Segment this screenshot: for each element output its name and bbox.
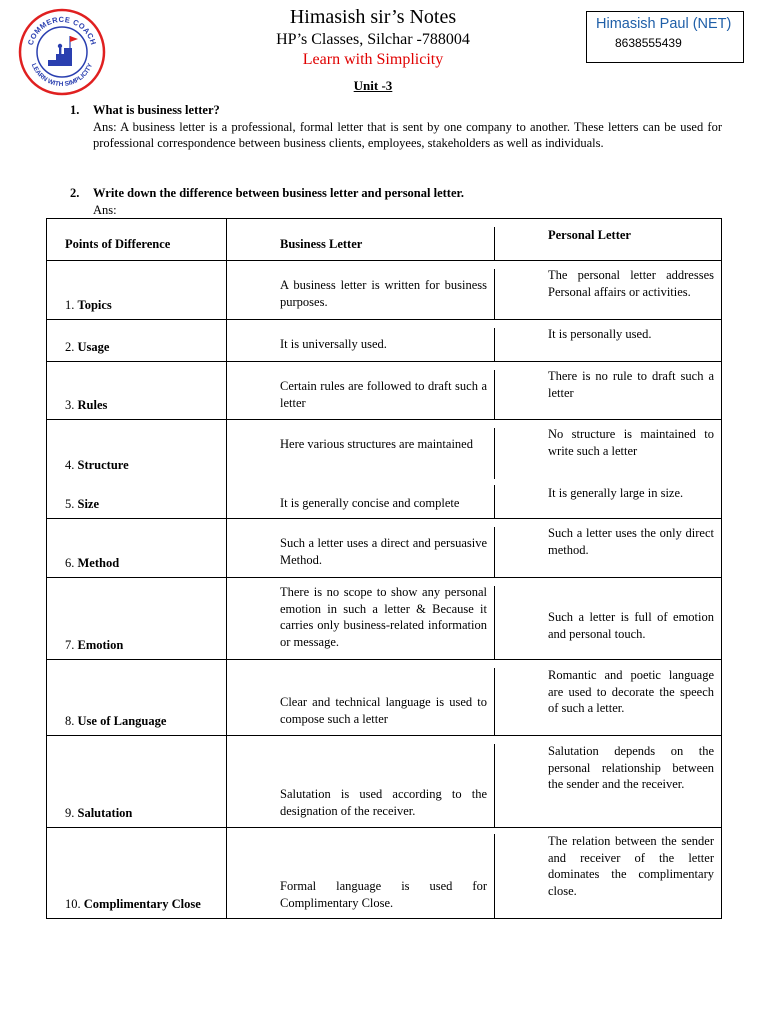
table-row xyxy=(47,828,721,918)
row-point-label: Method xyxy=(77,555,120,570)
row-point-label: Usage xyxy=(77,339,110,354)
table-row xyxy=(47,519,721,578)
row-point-label: Complimentary Close xyxy=(83,896,201,911)
row-business: Here various structures are maintained xyxy=(280,437,473,451)
row-point xyxy=(65,457,225,474)
row-number: 8. xyxy=(65,713,75,728)
staircase-icon xyxy=(48,36,78,66)
row-point xyxy=(65,805,225,822)
header-points-of-difference: Points of Difference xyxy=(65,236,171,251)
row-number: 3. xyxy=(65,397,75,412)
table-row xyxy=(47,420,721,479)
contact-box xyxy=(586,11,744,63)
row-number: 9. xyxy=(65,805,75,820)
table-row xyxy=(47,261,721,320)
table-header-row xyxy=(47,219,721,261)
difference-table xyxy=(46,218,722,919)
row-point xyxy=(65,713,225,730)
row-number: 6. xyxy=(65,555,75,570)
row-point xyxy=(65,496,225,513)
row-point xyxy=(65,339,225,356)
row-number: 5. xyxy=(65,496,75,511)
row-personal: Such a letter is full of emotion and personal touch. xyxy=(548,610,714,641)
header-business-letter: Business Letter xyxy=(280,237,363,251)
tagline: Learn with Simplicity xyxy=(302,51,444,68)
row-personal: Romantic and poetic language are used to decorate the speech of such a letter. xyxy=(548,668,714,715)
row-personal: There is no rule to draft such a letter xyxy=(548,369,714,400)
question-number: 2. xyxy=(70,186,80,200)
row-business: It is generally concise and complete xyxy=(280,496,460,510)
row-personal: No structure is maintained to write such a letter xyxy=(548,427,714,458)
page-subtitle: HP’s Classes, Silchar -788004 xyxy=(276,31,470,48)
table-row xyxy=(47,362,721,420)
row-point-label: Size xyxy=(77,496,100,511)
contact-name: Himasish Paul (NET) xyxy=(596,16,732,32)
row-point-label: Topics xyxy=(77,297,112,312)
row-business: There is no scope to show any personal emotion in such a letter & Because it carries only business-related information or message. xyxy=(280,585,487,649)
row-number: 10. xyxy=(65,896,81,911)
row-business: Salutation is used according to the designation of the receiver. xyxy=(280,787,487,818)
page-title: Himasish sir’s Notes xyxy=(289,6,457,28)
row-point-label: Salutation xyxy=(77,805,133,820)
row-number: 7. xyxy=(65,637,75,652)
question-1 xyxy=(70,102,722,152)
row-point xyxy=(65,297,225,314)
row-point xyxy=(65,555,225,572)
row-number: 4. xyxy=(65,457,75,472)
contact-phone: 8638555439 xyxy=(615,36,682,50)
row-business: Clear and technical language is used to compose such a letter xyxy=(280,695,487,726)
row-point-label: Use of Language xyxy=(77,713,167,728)
row-personal: It is personally used. xyxy=(548,327,652,341)
row-point-label: Emotion xyxy=(77,637,124,652)
row-personal: The relation between the sender and receiver of the letter dominates the complimentary close. xyxy=(548,834,714,898)
row-business: It is universally used. xyxy=(280,337,387,351)
row-point xyxy=(65,637,225,654)
unit-heading: Unit -3 xyxy=(353,78,393,93)
question-title: Write down the difference between business letter and personal letter. xyxy=(93,186,465,200)
table-row xyxy=(47,736,721,828)
row-point-label: Structure xyxy=(77,457,129,472)
row-personal: Salutation depends on the personal relationship between the sender and the receiver. xyxy=(548,744,714,791)
header-personal-letter: Personal Letter xyxy=(548,228,631,242)
row-business: Formal language is used for Complimentary Close. xyxy=(280,879,487,910)
question-answer: Ans: xyxy=(93,202,117,217)
row-point-label: Rules xyxy=(77,397,108,412)
table-row xyxy=(47,479,721,519)
logo-top-text: COMMERCE COACH xyxy=(25,14,99,47)
row-personal: It is generally large in size. xyxy=(548,486,684,500)
row-personal: Such a letter uses the only direct method. xyxy=(548,526,714,557)
question-title: What is business letter? xyxy=(93,103,220,117)
row-number: 1. xyxy=(65,297,75,312)
table-row xyxy=(47,578,721,660)
row-point xyxy=(65,896,225,913)
row-business: A business letter is written for business purposes. xyxy=(280,278,487,309)
table-row xyxy=(47,660,721,736)
row-number: 2. xyxy=(65,339,75,354)
commerce-coach-logo xyxy=(18,8,106,96)
table-row xyxy=(47,320,721,362)
row-business: Such a letter uses a direct and persuasive Method. xyxy=(280,536,487,567)
question-answer: Ans: A business letter is a professional, formal letter that is sent by one company to another. These letters can be used for professional correspondence between business clients, employees, stakeholders as well as individuals. xyxy=(93,119,722,150)
row-point xyxy=(65,397,225,414)
row-business: Certain rules are followed to draft such a letter xyxy=(280,379,487,410)
question-number: 1. xyxy=(70,103,80,117)
logo-bottom-text: LEARN WITH SIMPLICITY xyxy=(29,62,95,89)
page-header xyxy=(200,4,546,94)
row-personal: The personal letter addresses Personal affairs or activities. xyxy=(548,268,714,299)
question-2 xyxy=(70,185,722,218)
